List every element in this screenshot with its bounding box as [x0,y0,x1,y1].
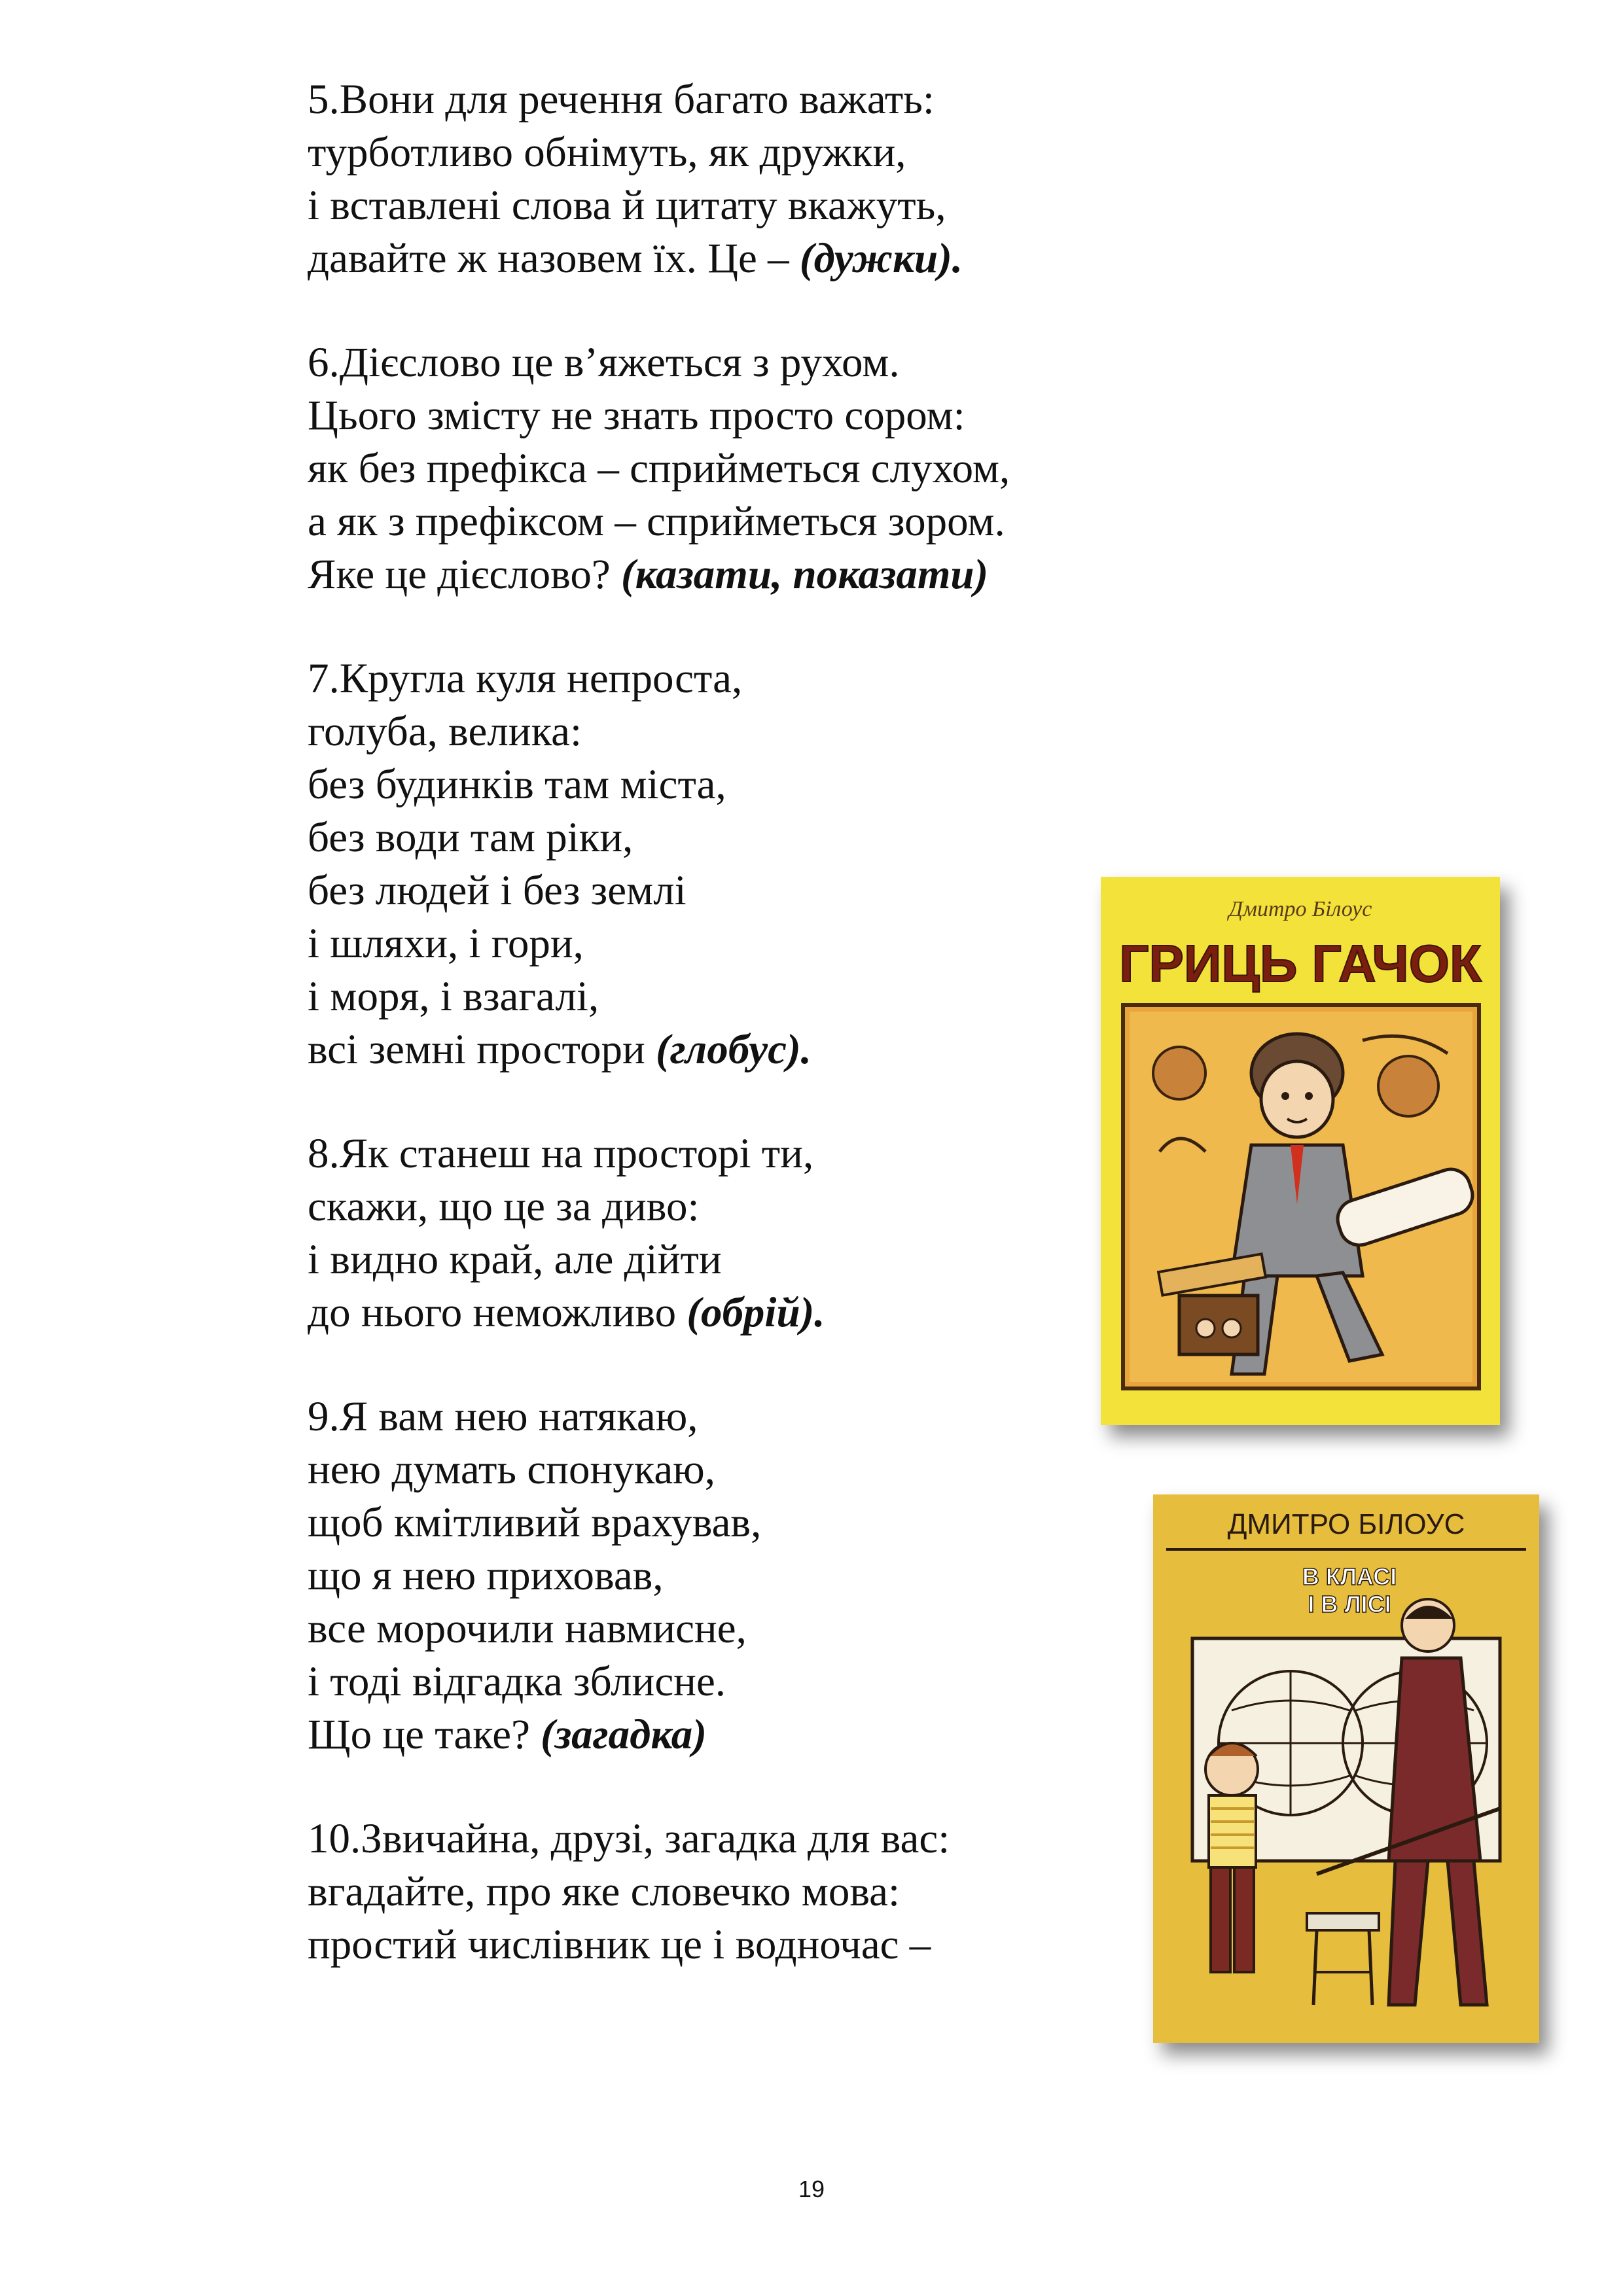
riddle-last-line [308,548,1158,601]
riddle-last-line [308,232,1158,285]
riddle-line: щоб кмітливий врахував, [308,1499,762,1546]
riddle-line: простий числівник це і водночас – [308,1921,931,1968]
riddle-line: і видно край, але дійти [308,1236,722,1283]
riddle-10 [308,1812,1158,1971]
riddle-line: все морочили навмисне, [308,1605,747,1652]
cover-author: ДМИТРО БІЛОУС [1227,1508,1465,1540]
riddle-9 [308,1390,1158,1761]
cover-author: Дмитро Білоус [1228,897,1372,921]
riddle-5 [308,73,1158,285]
riddle-last-line [308,1023,1158,1076]
riddle-line: 7.Кругла куля непроста, [308,655,743,702]
riddles-list [308,73,1158,2022]
riddle-line: 8.Як станеш на просторі ти, [308,1130,814,1177]
riddle-line: і моря, і взагалі, [308,973,599,1020]
riddle-line: скажи, що це за диво: [308,1183,700,1230]
riddle-line: і тоді відгадка зблисне. [308,1658,726,1705]
riddle-line: 6.Дієслово це в’яжеться з рухом. [308,339,900,386]
riddle-6 [308,336,1158,601]
book-cover-illustration [1153,1494,1539,2043]
riddle-last-line [308,1286,1158,1339]
cover-title: ГРИЦЬ ГАЧОК [1119,934,1482,993]
riddle-text: давайте ж назовем їх. Це – [308,235,800,282]
riddle-line: Цього змісту не знать просто сором: [308,392,965,439]
book-cover-v-klasi-i-v-lisi [1153,1494,1539,2043]
cover-title-line2: І В ЛІСІ [1308,1591,1391,1617]
riddle-line: що я нею приховав, [308,1552,664,1599]
riddle-text: Яке це дієслово? [308,551,621,598]
riddle-last-line [308,1708,1158,1761]
riddle-line: 5.Вони для речення багато важать: [308,76,935,123]
riddle-line: 10.Звичайна, друзі, загадка для вас: [308,1815,950,1862]
riddle-line: без будинків там міста, [308,761,726,808]
riddle-text: до нього неможливо [308,1289,687,1336]
page-number: 19 [798,2176,825,2202]
riddle-line: без води там ріки, [308,814,633,861]
riddle-7 [308,652,1158,1076]
riddle-line: і вставлені слова й цитату вкажуть, [308,182,946,229]
book-cover-illustration [1101,877,1500,1425]
riddle-text: Що це таке? [308,1711,541,1758]
riddle-line: турботливо обнімуть, як дружки, [308,129,906,176]
riddle-line: і шляхи, і гори, [308,920,584,967]
riddle-answer: (казати, показати) [620,551,989,598]
riddle-8 [308,1127,1158,1339]
cover-title-line1: В КЛАСІ [1302,1563,1397,1590]
riddle-line: нею думать спонукаю, [308,1446,715,1493]
riddle-answer: (обрій). [687,1289,825,1336]
riddle-line: як без префікса – сприйметься слухом, [308,445,1010,492]
riddle-line: а як з префіксом – сприйметься зором. [308,498,1005,545]
riddle-line: вгадайте, про яке словечко мова: [308,1868,901,1915]
riddle-line: 9.Я вам нею натякаю, [308,1393,698,1440]
riddle-line: голуба, велика: [308,708,582,755]
riddle-line: без людей і без землі [308,867,687,914]
riddle-answer: (загадка) [541,1711,707,1758]
riddle-answer: (глобус). [656,1026,812,1073]
riddle-text: всі земні простори [308,1026,656,1073]
book-cover-grits-gachok [1101,877,1500,1425]
riddle-answer: (дужки). [799,235,963,282]
